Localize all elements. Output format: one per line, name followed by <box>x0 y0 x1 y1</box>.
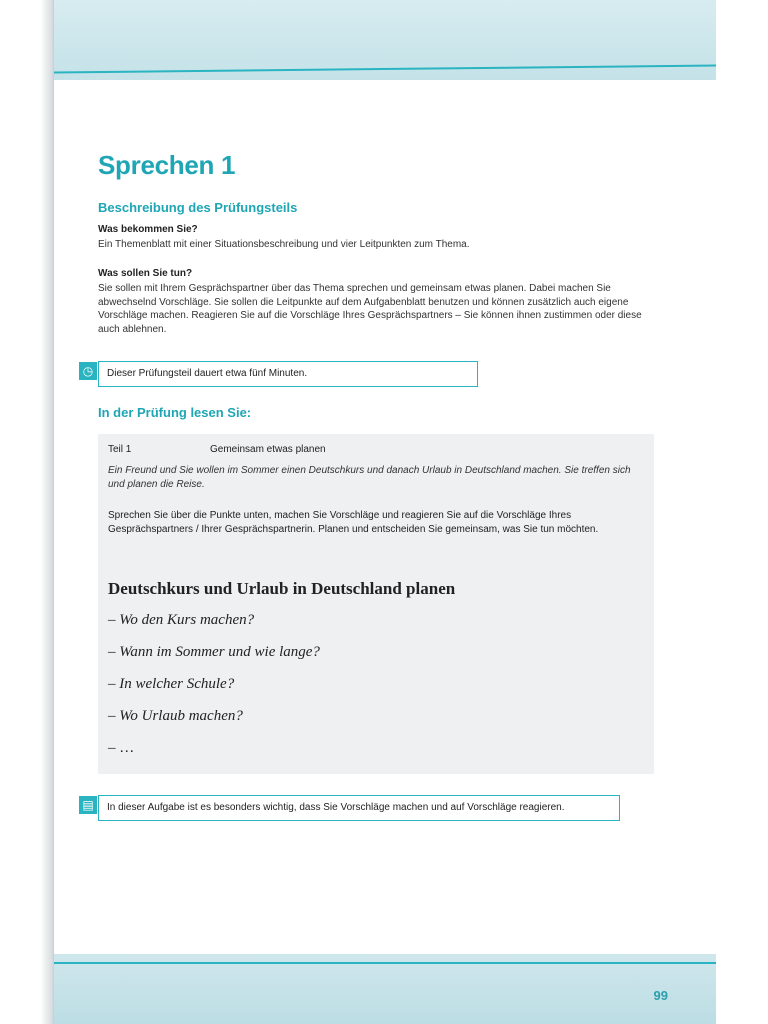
section-subtitle: Beschreibung des Prüfungsteils <box>98 200 298 215</box>
question-answer: Sie sollen mit Ihrem Gesprächspartner über das Thema sprechen und gemeinsam etwas planen. Dabei machen Sie abwechselnd Vorschläge. Sie sollen die Leitpunkte auf dem Aufgabenblatt benutzen und können zusätzlich auch eigene Vorschläge machen. Reagieren Sie auf die Vorschläge Ihres Gesprächspartners – Sie können ihnen zustimmen oder diese auch ablehnen. <box>98 283 642 335</box>
tip-note-text: In dieser Aufgabe ist es besonders wichtig, dass Sie Vorschläge machen und auf Vorschläge reagieren. <box>107 802 565 813</box>
scan-margin <box>716 0 768 1024</box>
task-part-title: Gemeinsam etwas planen <box>210 444 326 455</box>
task-point: – Wann im Sommer und wie lange? <box>108 644 320 660</box>
question-heading: Was sollen Sie tun? <box>98 268 193 279</box>
task-points <box>108 610 320 770</box>
question-heading: Was bekommen Sie? <box>98 224 198 235</box>
clock-icon: ◷ <box>79 362 97 380</box>
task-heading: Deutschkurs und Urlaub in Deutschland planen <box>108 579 456 598</box>
time-note <box>82 361 478 387</box>
tip-note <box>82 795 620 821</box>
task-instruction: Sprechen Sie über die Punkte unten, machen Sie Vorschläge und reagieren Sie auf die Vorschläge Ihres Gesprächspartners / Ihrer Gesprächspartnerin. Planen und entscheiden Sie gemeinsam, was Sie tun möchten. <box>108 510 599 535</box>
task-point: – Wo den Kurs machen? <box>108 612 255 628</box>
task-intro: Ein Freund und Sie wollen im Sommer einen Deutschkurs und danach Urlaub in Deutschland machen. Sie treffen sich und planen die Reise. <box>108 465 631 490</box>
footer-band <box>54 954 716 1024</box>
document-page <box>54 0 716 1024</box>
question-answer: Ein Themenblatt mit einer Situationsbeschreibung und vier Leitpunkten zum Thema. <box>98 239 470 250</box>
footer-rule <box>54 962 716 964</box>
task-part-label: Teil 1 <box>108 444 132 455</box>
task-point: – … <box>108 740 135 756</box>
time-note-text: Dieser Prüfungsteil dauert etwa fünf Minuten. <box>107 368 308 379</box>
page-title: Sprechen 1 <box>98 150 236 180</box>
task-sheet <box>98 434 654 774</box>
book-icon: ▤ <box>79 796 97 814</box>
exam-heading: In der Prüfung lesen Sie: <box>98 405 252 420</box>
page-number: 99 <box>653 988 668 1003</box>
scan-shadow <box>0 0 54 1024</box>
task-point: – Wo Urlaub machen? <box>108 708 243 724</box>
task-header <box>108 444 326 455</box>
task-point: – In welcher Schule? <box>108 676 235 692</box>
